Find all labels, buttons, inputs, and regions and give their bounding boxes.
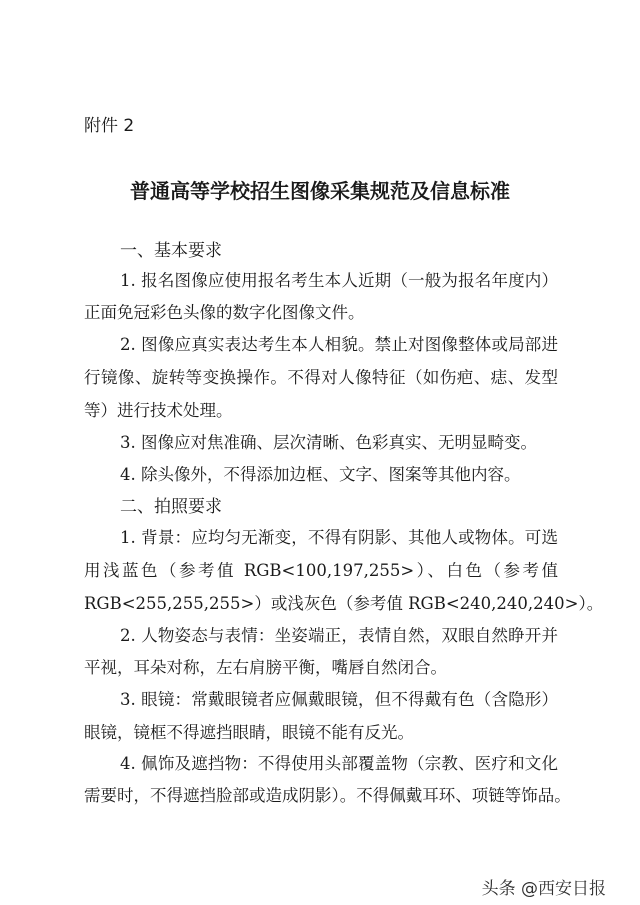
paragraph-line: 眼镜，镜框不得遮挡眼睛，眼镜不能有反光。 bbox=[84, 723, 414, 742]
paragraph-line: 用浅蓝色（参考值 RGB<100,197,255>）、白色（参考值 bbox=[84, 561, 558, 580]
section-heading-photo: 二、拍照要求 bbox=[120, 497, 222, 517]
paragraph-line: 平视，耳朵对称，左右肩膀平衡，嘴唇自然闭合。 bbox=[84, 658, 447, 677]
paragraph-line: 正面免冠彩色头像的数字化图像文件。 bbox=[84, 303, 365, 322]
source-watermark: 头条 @西安日报 bbox=[481, 879, 606, 899]
paragraph-line: 3. 眼镜：常戴眼镜者应佩戴眼镜，但不得戴有色（含隐形） bbox=[120, 690, 558, 709]
paragraph-line: 1. 报名图像应使用报名考生本人近期（一般为报名年度内） bbox=[120, 271, 558, 290]
paragraph-line: RGB<255,255,255>）或浅灰色（参考值 RGB<240,240,240>）。 bbox=[84, 594, 604, 613]
paragraph-line: 3. 图像应对焦准确、层次清晰、色彩真实、无明显畸变。 bbox=[120, 433, 537, 452]
document-title: 普通高等学校招生图像采集规范及信息标准 bbox=[130, 179, 510, 203]
paragraph-line: 等）进行技术处理。 bbox=[84, 401, 233, 420]
attachment-label: 附件 2 bbox=[84, 116, 135, 136]
paragraph-line: 需要时，不得遮挡脸部或造成阴影）。不得佩戴耳环、项链等饰品。 bbox=[84, 786, 571, 805]
paragraph-line: 2. 人物姿态与表情：坐姿端正，表情自然，双眼自然睁开并 bbox=[120, 626, 558, 645]
paragraph-line: 4. 除头像外，不得添加边框、文字、图案等其他内容。 bbox=[120, 465, 521, 484]
paragraph-line: 4. 佩饰及遮挡物：不得使用头部覆盖物（宗教、医疗和文化 bbox=[120, 754, 558, 773]
section-heading-basic: 一、基本要求 bbox=[120, 241, 222, 261]
paragraph-line: 1. 背景：应均匀无渐变，不得有阴影、其他人或物体。可选 bbox=[120, 528, 558, 547]
paragraph-line: 行镜像、旋转等变换操作。不得对人像特征（如伤疤、痣、发型 bbox=[84, 368, 558, 387]
paragraph-line: 2. 图像应真实表达考生本人相貌。禁止对图像整体或局部进 bbox=[120, 335, 558, 354]
